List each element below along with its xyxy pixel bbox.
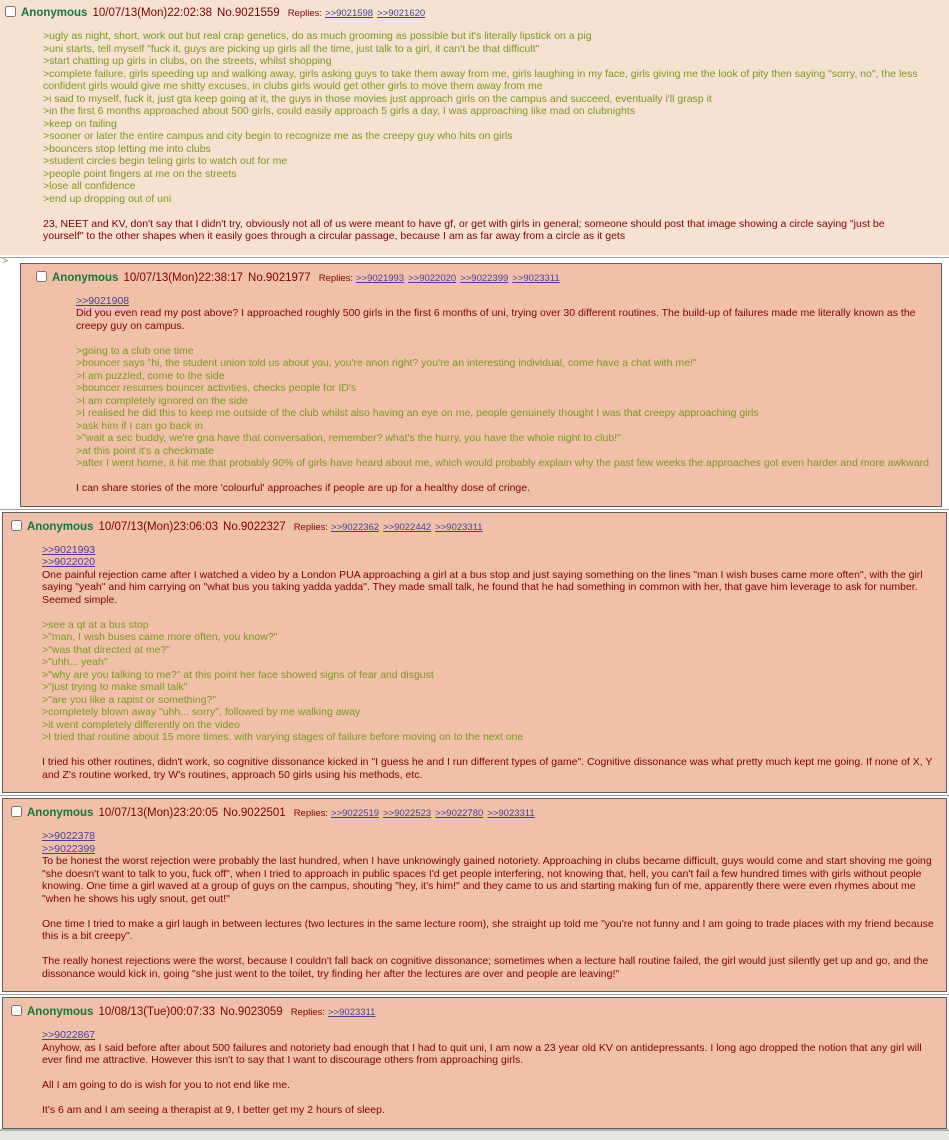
post-divider xyxy=(0,254,949,267)
backlink[interactable]: >>9023311 xyxy=(512,272,560,284)
post-9021559 xyxy=(0,0,949,255)
quotelink[interactable]: >>9021993 xyxy=(42,543,96,556)
greentext-line: >"wait a sec buddy, we're gna have that conversation, remember? what's the hurry, you have the whole night to club!" xyxy=(76,432,621,444)
text-line: One time I tried to make a girl laugh in between lectures (two lectures in the same lecture room), she straight up told me "you're not funny and I am going to trade places with my friend because this is a bit creepy". xyxy=(42,917,934,942)
post-datetime: 10/07/13(Mon)23:20:05 xyxy=(98,807,219,819)
divider-line xyxy=(0,795,949,796)
post-header-9021977 xyxy=(34,269,936,284)
greentext-line: >completely blown away "uhh... sorry", followed by me walking away xyxy=(42,706,361,718)
greentext-line: >I realised he did this to keep me outside of the club whilst also having an eye on me, people genuinely thought I was that creepy approaching girls xyxy=(76,407,759,419)
divider-line xyxy=(0,994,949,995)
quotelink[interactable]: >>9022867 xyxy=(42,1029,96,1041)
greentext-line: >bouncer resumes bouncer activities, checks people for ID's xyxy=(76,382,357,394)
post-checkbox[interactable] xyxy=(11,520,22,531)
greentext-line: >bouncers stop letting me into clubs xyxy=(43,142,211,155)
text-line: Did you even read my post above? I approached roughly 500 girls in the first 6 months of uni, trying over 30 different routines. The build-up of failures made me literally known as the creepy guy on campus. xyxy=(76,307,916,332)
backlink[interactable]: >>9022523 xyxy=(383,808,432,819)
replies-label: Replies: xyxy=(287,8,323,19)
post-divider xyxy=(0,793,949,798)
post-number[interactable]: No.9023059 xyxy=(220,1006,283,1018)
replies-label: Replies: xyxy=(293,808,329,819)
greentext-line: >i said to myself, fuck it, just gta keep going at it, the guys in those movies just approach girls on the campus and succeed, eventually i'll grasp it xyxy=(43,92,712,105)
quotelink[interactable]: >>9021908 xyxy=(76,294,130,307)
post-header-9023059 xyxy=(9,1003,941,1018)
post-datetime: 10/07/13(Mon)23:06:03 xyxy=(98,520,219,533)
text-line: To be honest the worst rejection were probably the last hundred, when I have unknowingly gained notoriety. Approaching in clubs became difficult, guys would come and start shoving me going "she doesn't want to talk to you, fuck off", when I tried to approach in public spaces I'd get people interfering, not knowing that, hell, you can't fail a few hundred times with girls without people knowing. One time a girl waved at a group of guys on the campus, shouting "hey, it's him!" and they came to us and starting making fun of me, apparently there were even rhymes about me "when he shows his ugly snout, get out!" xyxy=(42,855,932,905)
post-checkbox[interactable] xyxy=(11,806,22,817)
post-checkbox[interactable] xyxy=(5,6,16,17)
backlink[interactable]: >>9021993 xyxy=(356,272,405,284)
greentext-line: >going to a club one time xyxy=(76,344,194,357)
poster-name: Anonymous xyxy=(27,1006,94,1018)
backlink[interactable]: >>9022442 xyxy=(383,521,432,533)
post-datetime: 10/07/13(Mon)22:38:17 xyxy=(123,271,244,284)
greentext-line: >see a qt at a bus stop xyxy=(42,618,149,631)
backlink[interactable]: >>9022020 xyxy=(408,272,457,284)
greentext-line: >uni starts, tell myself "fuck it, guys are picking up girls all the time, just talk to a girl, it can't be that difficult" xyxy=(43,42,540,55)
greentext-line: >keep on failing xyxy=(43,117,117,130)
greentext-line: >"man, I wish buses came more often, you know?" xyxy=(42,631,278,643)
greentext-line: >I am puzzled, come to the side xyxy=(76,369,225,382)
stray-quote-mark: > xyxy=(2,254,9,267)
greentext-line: >end up dropping out of uni xyxy=(43,192,172,205)
replies-label: Replies: xyxy=(290,1007,326,1018)
text-line: The really honest rejections were the worst, because I couldn't fall back on cognitive dissonance; sometimes when a lecture hall routine failed, the girl would just silently get up and go, and the dissonance would kick in, going "she just went to the toilet, try finding her after the lectures are over and people are leaving!" xyxy=(42,955,929,980)
post-header-9022501 xyxy=(9,804,941,819)
post-checkbox[interactable] xyxy=(11,1005,22,1016)
greentext-line: >people point fingers at me on the streets xyxy=(43,167,237,180)
greentext-line: >start chatting up girls in clubs, on the streets, whilst shopping xyxy=(43,55,332,67)
backlink[interactable]: >>9023311 xyxy=(487,808,535,819)
poster-name: Anonymous xyxy=(21,7,88,19)
post-9022327 xyxy=(2,512,947,794)
backlink[interactable]: >>9021598 xyxy=(325,8,374,19)
post-datetime: 10/07/13(Mon)22:02:38 xyxy=(92,7,213,19)
greentext-line: >bouncer says "hi, the student union told us about you, you're anon right? you're an interesting individual, come have a chat with me!" xyxy=(76,357,697,369)
post-number[interactable]: No.9022327 xyxy=(223,520,286,533)
greentext-line: >"was that directed at me?" xyxy=(42,643,170,656)
greentext-line: >sooner or later the entire campus and city begin to recognize me as the creepy guy who hits on girls xyxy=(43,130,513,142)
backlink[interactable]: >>9022780 xyxy=(435,808,484,819)
greentext-line: >"why are you talking to me?" at this point her face showed signs of fear and disgust xyxy=(42,668,434,681)
poster-name: Anonymous xyxy=(52,271,119,284)
poster-name: Anonymous xyxy=(27,520,94,533)
greentext-line: >"just trying to make small talk" xyxy=(42,681,188,693)
backlink[interactable]: >>9023311 xyxy=(435,521,483,533)
greentext-line: >lose all confidence xyxy=(43,180,136,192)
backlink[interactable]: >>9022362 xyxy=(331,521,380,533)
post-datetime: 10/08/13(Tue)00:07:33 xyxy=(98,1006,216,1018)
backlink[interactable]: >>9022399 xyxy=(460,272,509,284)
text-line: I tried his other routines, didn't work, so cognitive dissonance kicked in "I guess he and I run different types of game". Cognitive dissonance was what pretty much kept me going. If none of X, Y and Z's routine worked, try W's routines, approach 50 girls using his methods, etc. xyxy=(42,756,933,781)
post-divider xyxy=(0,992,949,997)
replies-label: Replies: xyxy=(318,272,354,284)
backlink[interactable]: >>9023311 xyxy=(328,1007,376,1018)
text-line: I can share stories of the more 'colourful' approaches if people are up for a healthy dose of cringe. xyxy=(76,482,531,494)
post-message xyxy=(43,30,921,243)
post-number[interactable]: No.9022501 xyxy=(223,807,286,819)
divider-line xyxy=(0,509,949,510)
text-line: It's 6 am and I am seeing a therapist at 9, I better get my 2 hours of sleep. xyxy=(42,1104,385,1116)
quotelink[interactable]: >>9022020 xyxy=(42,556,96,568)
post-number[interactable]: No.9021977 xyxy=(248,271,311,284)
greentext-line: >complete failure, girls speeding up and walking away, girls asking guys to take them away from me, girls laughing in my face, girls giving me the look of pity then saying "sorry, no", the less confident girls would give me shitty excuses, in clubs girls would get other girls to move them away from me xyxy=(43,67,918,92)
post-checkbox[interactable] xyxy=(36,271,47,282)
text-line: 23, NEET and KV, don't say that I didn't try, obviously not all of us were meant to have gf, or get with girls in general; someone should post that image showing a circle saying "just be yourself" to the other shapes when it easily goes through a circular passage, because I am as far away from a circle as it gets xyxy=(43,217,885,242)
post-header-9022327 xyxy=(9,518,941,533)
text-line: One painful rejection came after I watched a video by a London PUA approaching a girl at a bus stop and just saying something on the lines "man I wish buses came more often", with the girl saying "yeah" and him carrying on "what bus you taking yadda yadda". They made small talk, he found that he had something in common with her, that gave him leverage to ask for number. Seemed simple. xyxy=(42,568,923,606)
quotelink[interactable]: >>9022378 xyxy=(42,830,96,842)
post-9022501 xyxy=(2,798,947,992)
quotelink[interactable]: >>9022399 xyxy=(42,842,96,855)
greentext-line: >"are you like a rapist or something?" xyxy=(42,693,217,706)
page-bottom-strip xyxy=(0,1129,949,1140)
greentext-line: >after I went home, it hit me that probably 90% of girls have heard about me, which would probably explain why the past few weeks the approaches got even harder and more awkward xyxy=(76,457,930,469)
greentext-line: >student circles begin teling girls to watch out for me xyxy=(43,155,288,167)
greentext-line: >ask him if I can go back in xyxy=(76,419,203,432)
text-line: Anyhow, as I said before after about 500 failures and notoriety bad enough that I had to quit uni, I am now a 23 year old KV on antidepressants. I long ago dropped the notion that any girl will ever find me attractive. However this isn't to say that I want to discourage others from approaching girls. xyxy=(42,1041,922,1066)
greentext-line: >I am completely ignored on the side xyxy=(76,394,248,407)
backlink[interactable]: >>9022519 xyxy=(331,808,380,819)
post-9023059 xyxy=(2,997,947,1129)
post-divider xyxy=(0,507,949,512)
post-message xyxy=(42,544,935,782)
post-header-9021559 xyxy=(3,4,945,19)
divider-line xyxy=(0,257,949,258)
poster-name: Anonymous xyxy=(27,807,94,819)
replies-label: Replies: xyxy=(293,521,329,533)
post-message xyxy=(76,295,930,495)
post-message xyxy=(42,830,935,980)
post-number[interactable]: No.9021559 xyxy=(217,7,280,19)
text-line: All I am going to do is wish for you to not end like me. xyxy=(42,1079,291,1091)
greentext-line: >it went completely differently on the video xyxy=(42,718,240,731)
backlink[interactable]: >>9021620 xyxy=(377,8,426,19)
post-message xyxy=(42,1029,935,1117)
greentext-line: >"uhh... yeah" xyxy=(42,656,108,668)
greentext-line: >ugly as night, short, work out but real crap genetics, do as much grooming as possible but it's literally lipstick on a pig xyxy=(43,30,592,42)
post-9021977 xyxy=(20,263,942,507)
greentext-line: >I tried that routine about 15 more times, with varying stages of failure before moving on to the next one xyxy=(42,731,524,743)
greentext-line: >in the first 6 months approached about 500 girls, could easily approach 5 girls a day, I was approaching like mad on clubnights xyxy=(43,105,635,117)
greentext-line: >at this point it's a checkmate xyxy=(76,444,214,457)
